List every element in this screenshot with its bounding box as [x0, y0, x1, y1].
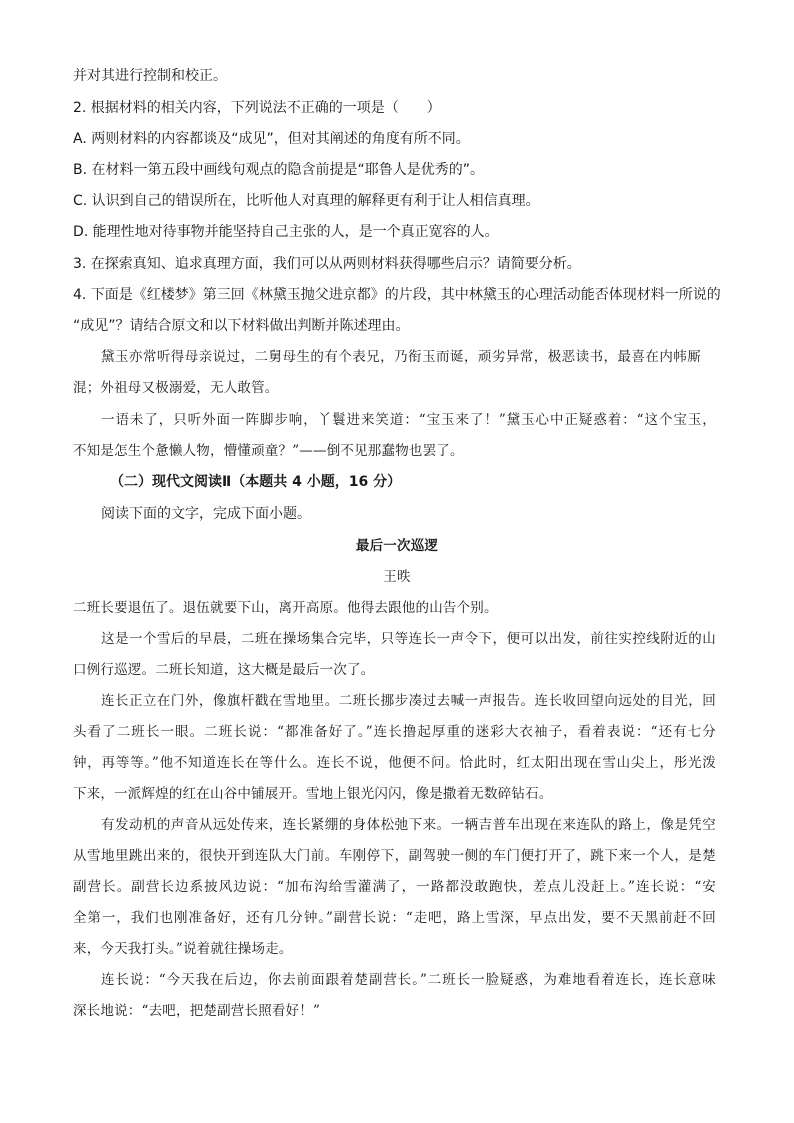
story-paragraph: 头看了二班长一眼。二班长说：“都准备好了。”连长撸起厚重的迷彩大衣袖子，看着表说：“还有七分: [73, 724, 716, 740]
story-paragraph: 深长地说：“去吧，把楚副营长照看好！”: [73, 1003, 321, 1019]
story-paragraph: 二班长要退伍了。退伍就要下山，离开高原。他得去跟他的山告个别。: [73, 600, 498, 616]
excerpt-line: 混；外祖母又极溺爱，无人敢管。: [73, 380, 279, 396]
story-paragraph: 钟，再等等。”他不知道连长在等什么。连长不说，他便不问。恰此时，红太阳出现在雪山尖上，彤光泼: [73, 755, 716, 771]
story-title: 最后一次巡逻: [355, 538, 439, 554]
option-d: D. 能理性地对待事物并能坚持自己主张的人，是一个真正宽容的人。: [73, 224, 499, 240]
story-paragraph: 连长说：“今天我在后边，你去前面跟着楚副营长。”二班长一脸疑惑，为难地看着连长，连长意味: [101, 972, 716, 988]
section-heading: （二）现代文阅读Ⅱ（本题共 4 小题，16 分）: [110, 474, 402, 490]
option-a: A. 两则材料的内容都谈及“成见”，但对其阐述的角度有所不同。: [73, 131, 470, 147]
question-4-continued: “成见”？请结合原文和以下材料做出判断并陈述理由。: [73, 318, 410, 334]
instruction-text: 阅读下面的文字，完成下面小题。: [101, 506, 311, 522]
text-line: 并对其进行控制和校正。: [73, 68, 227, 84]
excerpt-line: 一语未了，只听外面一阵脚步响，丫鬟进来笑道：“宝玉来了！”黛玉心中正疑惑着：“这个宝玉，: [101, 412, 716, 428]
story-paragraph: 这是一个雪后的早晨，二班在操场集合完毕，只等连长一声令下，便可以出发，前往实控线附近的山: [101, 631, 716, 647]
excerpt-line: 黛玉亦常听得母亲说过，二舅母生的有个表兄，乃衔玉而诞，顽劣异常，极恶读书，最喜在内帏厮: [101, 349, 701, 365]
story-paragraph: 口例行巡逻。二班长知道，这大概是最后一次了。: [73, 662, 375, 678]
story-paragraph: 有发动机的声音从远处传来，连长紧绷的身体松弛下来。一辆吉普车出现在来连队的路上，像是凭空: [101, 817, 716, 833]
story-paragraph: 从雪地里跳出来的，很快开到连队大门前。车刚停下，副驾驶一侧的车门便打开了，跳下来一个人，是楚: [73, 848, 716, 864]
question-3: 3. 在探索真知、追求真理方面，我们可以从两则材料获得哪些启示？请简要分析。: [73, 256, 581, 272]
story-paragraph: 副营长。副营长边系披风边说：“加布沟给雪灌满了，一路都没敢跑快，差点儿没赶上。”连长说：“安: [73, 879, 716, 895]
option-b: B. 在材料一第五段中画线句观点的隐含前提是“耶鲁人是优秀的”。: [73, 162, 485, 178]
option-c: C. 认识到自己的错误所在，比听他人对真理的解释更有利于让人相信真理。: [73, 193, 540, 209]
story-paragraph: 连长正立在门外，像旗杆戳在雪地里。二班长挪步凑过去喊一声报告。连长收回望向远处的目光，回: [101, 693, 716, 709]
story-paragraph: 下来，一派辉煌的红在山谷中铺展开。雪地上银光闪闪，像是撒着无数碎钻石。: [73, 786, 553, 802]
story-paragraph: 全第一，我们也刚准备好，还有几分钟。”副营长说：“走吧，路上雪深，早点出发，要不天黑前赶不回: [73, 910, 716, 926]
question-4: 4. 下面是《红楼梦》第三回《林黛玉抛父进京都》的片段，其中林黛玉的心理活动能否体现材料一所说的: [73, 287, 721, 303]
excerpt-line: 不知是怎生个惫懒人物，懵懂顽童？”——倒不见那蠢物也罢了。: [73, 443, 464, 459]
question-2: 2. 根据材料的相关内容，下列说法不正确的一项是（ ）: [73, 100, 441, 116]
story-author: 王昳: [383, 569, 411, 585]
story-paragraph: 来，今天我打头。”说着就往操场走。: [73, 941, 293, 957]
